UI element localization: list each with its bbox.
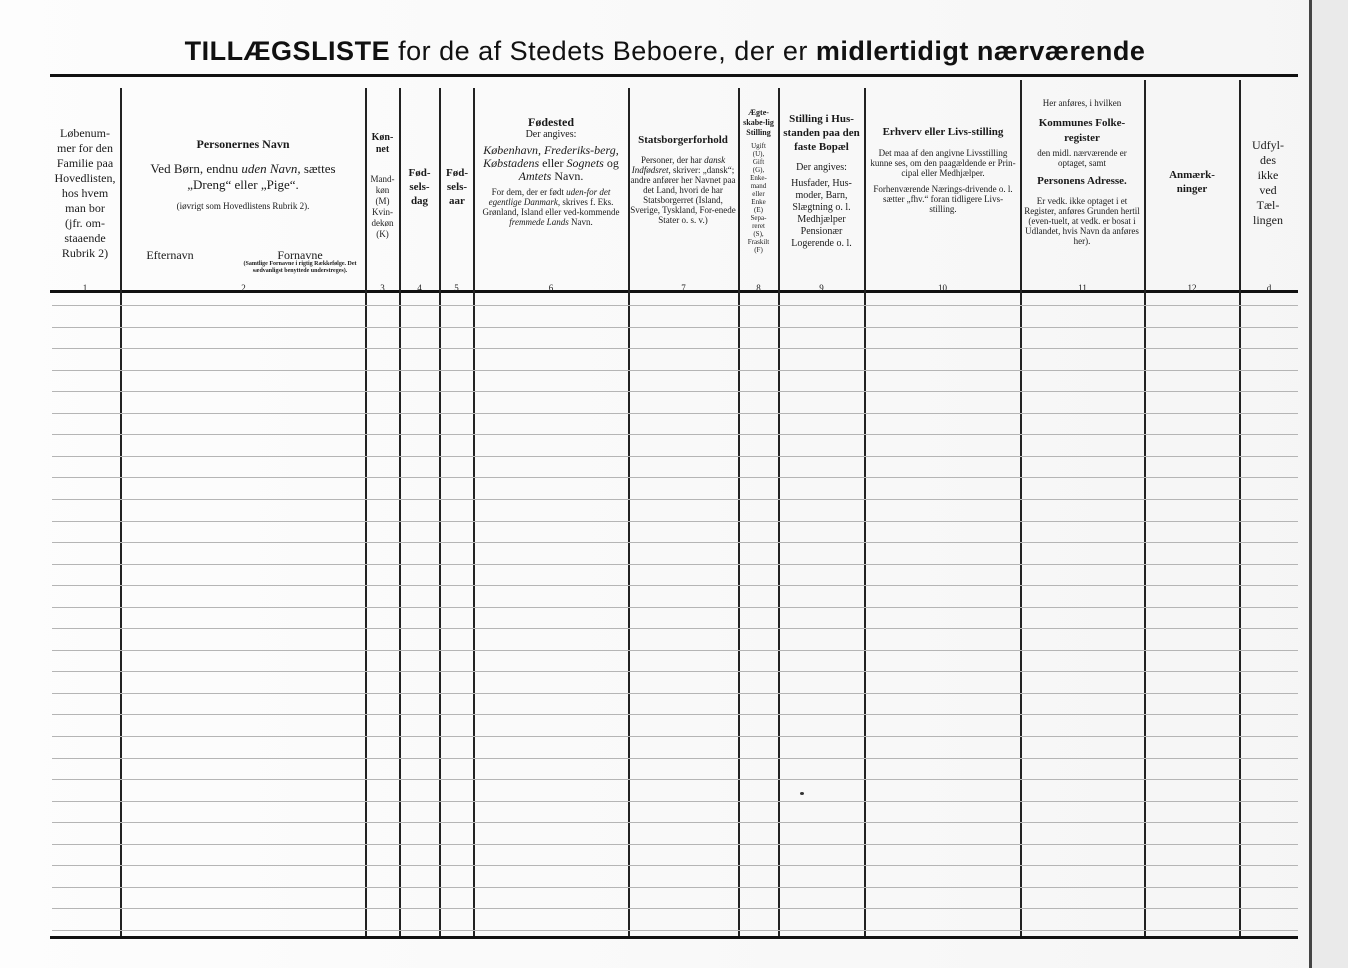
col2-text: „Dreng“ eller „Pige“.	[187, 177, 299, 192]
col1-line: Hovedlisten,	[54, 171, 116, 185]
col11-header	[1023, 98, 1141, 246]
col3-line: (K)	[376, 229, 389, 239]
col11-heading: Kommunes Folke-register	[1038, 117, 1126, 144]
col7-text: Personer, der har	[640, 155, 702, 165]
entry-row-line	[52, 521, 1298, 522]
entry-row-line	[52, 822, 1298, 823]
col9-header	[781, 112, 862, 250]
col-number: 5	[454, 283, 459, 293]
col2-sub-fornavne	[240, 250, 360, 275]
cold-header	[1244, 138, 1292, 228]
col7-header	[630, 134, 736, 225]
entry-row-line	[52, 865, 1298, 866]
cold-line: ikke	[1257, 168, 1279, 182]
col9-text: Husfader, Hus-moder, Barn, Slægtning o. l. Medhjælper Pensionær Logerende o. l.	[791, 178, 852, 249]
entry-row-line	[52, 542, 1298, 543]
col9-sub: Der angives:	[796, 162, 847, 173]
entry-row-line	[52, 585, 1298, 586]
col8-line: (G),	[752, 166, 765, 174]
col8-heading: Ægte-skabe-lig Stilling	[743, 108, 774, 137]
entry-row-line	[52, 758, 1298, 759]
entry-row-line	[52, 564, 1298, 565]
col-number: 10	[938, 283, 947, 293]
entry-row-line	[52, 930, 1298, 931]
col6-text-italic: Sognets	[566, 156, 604, 170]
col-number: 11	[1078, 283, 1087, 293]
col6-text-italic: uden-for det egentlige Danmark,	[488, 187, 611, 207]
col2-sub-efternavn: Efternavn	[146, 250, 194, 261]
col7-heading: Statsborgerforhold	[638, 134, 728, 146]
col8-line: (S),	[753, 230, 764, 238]
col10-header	[870, 124, 1016, 214]
col10-text: Det maa af den angivne Livsstilling kunne ses, om den paagældende er Prin-cipal eller Medhjælper.	[870, 148, 1016, 178]
col2-heading: Personernes Navn	[196, 138, 290, 151]
col-number: 2	[241, 283, 246, 293]
col8-line: (E)	[754, 206, 763, 214]
col2-sub-note: (Samtlige Fornavne i rigtig Rækkefølge. Det sædvanligst benyttede understreges).	[243, 261, 357, 274]
col3-line: køn	[375, 185, 390, 195]
col8-line: mand	[750, 182, 767, 190]
entry-row-line	[52, 370, 1298, 371]
cold-line: des	[1260, 153, 1276, 167]
col3-heading: Køn-net	[371, 132, 394, 155]
col-number: d	[1266, 283, 1272, 293]
col2-header	[124, 138, 362, 212]
col2-sub-label: Fornavne	[277, 250, 323, 262]
entry-row-line	[52, 693, 1298, 694]
col6-text-italic: København, Frederiks-berg, Købstadens	[483, 143, 619, 170]
col8-line: Fraskilt	[747, 238, 770, 246]
col8-line: Sepa-	[750, 214, 767, 222]
form-title	[0, 36, 1330, 67]
col8-line: Enke	[751, 198, 766, 206]
entry-row-line	[52, 671, 1298, 672]
col5-header: Fød-sels-aar	[446, 167, 468, 207]
entry-row-line	[52, 391, 1298, 392]
col12-header: Anmærk-ninger	[1169, 169, 1215, 195]
col8-line: Enke-	[750, 174, 767, 182]
entry-row-line	[52, 305, 1298, 306]
col11-heading2: Personens Adresse.	[1037, 175, 1127, 187]
col3-line: (M)	[375, 196, 390, 206]
entry-row-line	[52, 607, 1298, 608]
col1-line: Løbenum-	[60, 126, 110, 140]
col2-text: Ved Børn, endnu	[150, 161, 239, 176]
entry-row-line	[52, 779, 1298, 780]
col10-text: Forhenværende Nærings-drivende o. l. sætter „fhv.“ foran tidligere Livs-stilling.	[873, 184, 1013, 214]
col-number: 3	[380, 283, 385, 293]
cold-line: Udfyl-	[1252, 138, 1284, 152]
title-end: midlertidigt nærværende	[815, 36, 1146, 66]
entry-row-line	[52, 650, 1298, 651]
col1-line: (jfr. om-	[65, 216, 105, 230]
col-number: 6	[548, 283, 554, 293]
col-divider	[473, 88, 475, 936]
page-edge	[1309, 0, 1348, 968]
bottom-rule	[50, 936, 1298, 939]
col8-line: (F)	[754, 246, 763, 254]
col4-header: Fød-sels-dag	[408, 167, 431, 207]
title-middle: for de af Stedets Beboere, der er	[398, 36, 808, 66]
cold-line: ved	[1259, 183, 1277, 197]
col6-sub: Der angives:	[525, 129, 577, 140]
entry-row-line	[52, 456, 1298, 457]
col3-header	[366, 132, 399, 240]
col6-header	[477, 116, 625, 227]
col6-text-italic: fremmede Lands	[509, 217, 569, 227]
col-divider	[1239, 80, 1241, 936]
entry-row-line	[52, 887, 1298, 888]
col6-text: skrives f. Eks.	[562, 197, 614, 207]
col8-header	[740, 108, 777, 254]
col7-text-italic: dansk Indfødsret,	[631, 155, 726, 175]
col-number: 1	[82, 283, 88, 293]
col8-line: eller	[752, 190, 765, 198]
col6-text: Navn.	[554, 169, 584, 183]
col11-text: den midl. nærværende er optaget, samt	[1037, 148, 1127, 168]
col6-text: Grønland, Island eller ved-kommende	[482, 207, 620, 217]
entry-row-line	[52, 908, 1298, 909]
col-divider	[439, 88, 441, 936]
col-number: 7	[681, 283, 686, 293]
col-divider	[864, 88, 866, 936]
entry-row-line	[52, 844, 1298, 845]
cold-line: Tæl-	[1256, 198, 1280, 212]
col1-line: Familie paa	[56, 156, 114, 170]
col-divider	[399, 88, 401, 936]
col1-header	[52, 126, 118, 261]
col3-line: dekøn	[371, 218, 394, 228]
col1-line: Rubrik 2)	[61, 246, 109, 260]
col1-line: staaende	[64, 231, 106, 245]
col8-line: reret	[752, 222, 765, 230]
entry-row-line	[52, 499, 1298, 500]
col8-line: Ugift	[751, 142, 766, 150]
entry-row-line	[52, 736, 1298, 737]
col6-text: For dem, der er født	[491, 187, 564, 197]
col-number: 9	[819, 283, 824, 293]
col3-line: Mand-	[370, 174, 395, 184]
entry-row-line	[52, 434, 1298, 435]
top-rule	[50, 74, 1298, 77]
col6-text: og	[606, 156, 619, 170]
title-main: TILLÆGSLISTE	[184, 36, 391, 66]
entry-row-line	[52, 477, 1298, 478]
col-divider	[1020, 80, 1022, 936]
entry-row-line	[52, 413, 1298, 414]
col8-line: (U),	[752, 150, 765, 158]
col11-text: Er vedk. ikke optaget i et Register, anføres Grunden hertil (even-tuelt, at vedk. er bosat i Udlandet, hvis Navn da anføres her).	[1024, 196, 1140, 246]
entry-row-line	[52, 801, 1298, 802]
col11-pre: Her anføres, i hvilken	[1042, 98, 1122, 108]
col2-text-italic: uden Navn,	[241, 161, 301, 176]
col1-line: hos hvem	[61, 186, 109, 200]
cold-line: lingen	[1253, 213, 1283, 227]
col-number: 12	[1187, 283, 1197, 293]
col8-line: Gift	[752, 158, 765, 166]
col-divider	[120, 88, 122, 936]
col1-line: man bor	[65, 201, 105, 215]
col6-heading: Fødested	[528, 116, 574, 129]
entry-row-line	[52, 327, 1298, 328]
col6-text: eller	[542, 156, 564, 170]
col-divider	[1144, 80, 1146, 936]
col2-text: sættes	[303, 161, 336, 176]
paper-speck	[800, 792, 804, 795]
entry-row-line	[52, 628, 1298, 629]
col1-line: mer for den	[57, 141, 113, 155]
col3-line: Kvin-	[372, 207, 393, 217]
col6-text-italic: Amtets	[518, 169, 552, 183]
entry-row-line	[52, 714, 1298, 715]
col-number: 4	[417, 283, 422, 293]
entry-row-line	[52, 348, 1298, 349]
col10-heading: Erhverv eller Livs-stilling	[882, 126, 1004, 138]
col-divider	[778, 88, 780, 936]
col9-heading: Stilling i Hus-standen paa den faste Bopæl	[783, 113, 860, 153]
col6-text: Navn.	[570, 217, 593, 227]
col7-text: skriver: „dansk“; andre anfører her Navnet paa det Land, hvori de har Statsborgerret (Island, Sverige, Tyskland, For-enede Stater o. s. v.)	[630, 165, 736, 225]
col2-note: (iøvrigt som Hovedlistens Rubrik 2).	[176, 201, 310, 211]
col-number: 8	[756, 283, 761, 293]
